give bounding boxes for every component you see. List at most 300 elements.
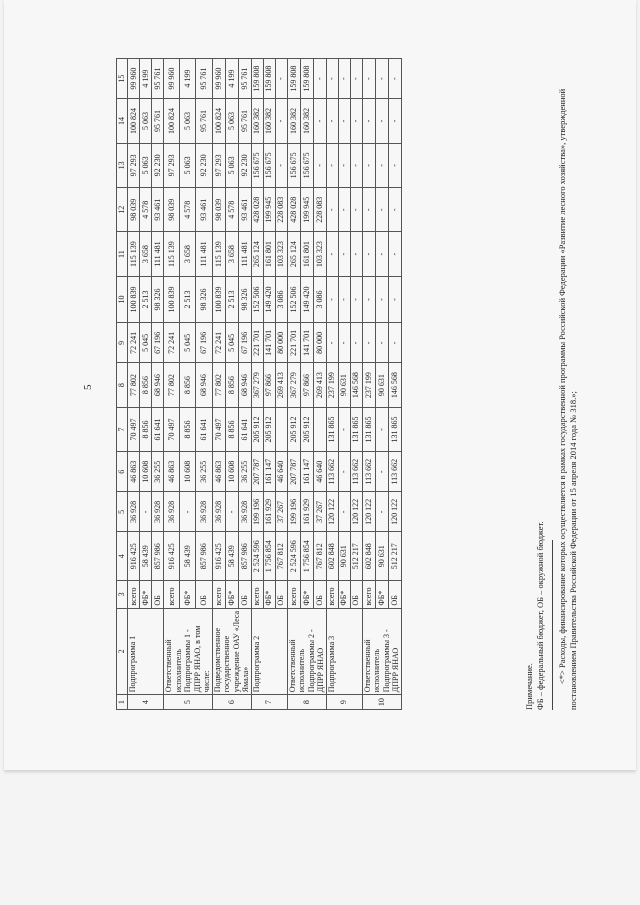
col-header: 4 [117,532,128,581]
amount-cell: 90 631 [338,532,350,581]
amount-cell: 10 608 [180,452,196,492]
amount-cell: 68 946 [238,363,251,407]
amount-cell: 156 675 [251,143,263,187]
amount-cell: - [388,232,401,276]
amount-cell: - [388,143,401,187]
funding-source: всего [128,581,140,608]
amount-cell: 100 839 [128,276,140,322]
amount-cell: 221 701 [287,323,300,363]
notes-abbreviations: ФБ – федеральный бюджет, ОБ – окружной бюджет. [535,521,545,710]
amount-cell: - [326,276,338,322]
amount-cell: 237 199 [362,363,375,407]
amount-cell: 90 631 [375,363,388,407]
row-number: 5 [164,695,213,710]
amount-cell: 5 063 [225,99,238,143]
amount-cell: - [375,323,388,363]
amount-cell: 228 083 [275,188,287,232]
amount-cell: 2 513 [225,276,238,322]
amount-cell: 111 481 [238,232,251,276]
amount-cell: 120 122 [388,492,401,532]
amount-cell: - [388,188,401,232]
row-number: 10 [362,695,401,710]
amount-cell: 98 326 [238,276,251,322]
amount-cell: 146 568 [388,363,401,407]
amount-cell: 68 946 [152,363,164,407]
amount-cell: 100 824 [164,99,180,143]
amount-cell: 161 801 [263,232,275,276]
table-row [251,59,263,710]
amount-cell: 99 960 [212,59,225,99]
funding-source: всего [362,581,375,608]
amount-cell: 8 856 [180,407,196,451]
amount-cell: 36 255 [238,452,251,492]
amount-cell: 207 787 [251,452,263,492]
amount-cell: 111 481 [152,232,164,276]
amount-cell: 367 279 [287,363,300,407]
amount-cell: 99 960 [164,59,180,99]
amount-cell: 916 425 [128,532,140,581]
amount-cell: 4 199 [225,59,238,99]
amount-cell: 10 608 [140,452,152,492]
amount-cell: - [338,276,350,322]
amount-cell: 199 945 [263,188,275,232]
amount-cell: 100 839 [212,276,225,322]
funding-source: ОБ [350,581,362,608]
amount-cell: 97 293 [164,143,180,187]
funding-source: ФБ* [140,581,152,608]
amount-cell: 8 856 [140,363,152,407]
amount-cell: - [362,188,375,232]
amount-cell: - [313,143,326,187]
col-header: 12 [117,188,128,232]
amount-cell: 98 326 [196,276,212,322]
amount-cell: 916 425 [164,532,180,581]
amount-cell: - [350,323,362,363]
amount-cell: 100 839 [164,276,180,322]
amount-cell: 37 267 [275,492,287,532]
amount-cell: 199 196 [251,492,263,532]
amount-cell: 90 631 [338,363,350,407]
amount-cell: - [275,143,287,187]
amount-cell: - [313,59,326,99]
table-row [212,59,225,710]
amount-cell: 97 293 [128,143,140,187]
amount-cell: 149 420 [263,276,275,322]
amount-cell: 77 802 [128,363,140,407]
amount-cell: 3 658 [180,232,196,276]
amount-cell: 857 986 [152,532,164,581]
amount-cell: 4 199 [140,59,152,99]
amount-cell: - [375,492,388,532]
amount-cell: - [326,99,338,143]
amount-cell: 131 865 [362,407,375,451]
notes-title: Примечание. [524,663,534,710]
amount-cell: 3 658 [225,232,238,276]
amount-cell: 70 497 [164,407,180,451]
amount-cell: 131 865 [350,407,362,451]
amount-cell: 2 524 596 [287,532,300,581]
table-row [128,59,140,710]
amount-cell: - [326,143,338,187]
amount-cell: 37 267 [313,492,326,532]
amount-cell: 2 524 596 [251,532,263,581]
amount-cell: - [388,59,401,99]
amount-cell: - [326,232,338,276]
amount-cell: - [338,188,350,232]
amount-cell: 98 039 [164,188,180,232]
amount-cell: - [338,232,350,276]
amount-cell: 160 382 [287,99,300,143]
amount-cell: - [338,452,350,492]
amount-cell: 70 497 [212,407,225,451]
amount-cell: - [326,59,338,99]
amount-cell: - [350,188,362,232]
amount-cell: 602 848 [326,532,338,581]
amount-cell: 120 122 [350,492,362,532]
funding-source: ОБ [388,581,401,608]
amount-cell: 5 063 [180,99,196,143]
amount-cell: 120 122 [326,492,338,532]
amount-cell: 95 761 [152,59,164,99]
amount-cell: - [362,232,375,276]
amount-cell: - [338,99,350,143]
amount-cell: - [375,143,388,187]
program-name: Подпрограмма 3 [326,608,362,695]
amount-cell: 265 124 [287,232,300,276]
amount-cell: 115 139 [212,232,225,276]
amount-cell: 97 866 [300,363,313,407]
table-row [362,59,375,710]
amount-cell: 36 928 [164,492,180,532]
amount-cell: - [375,276,388,322]
col-header: 10 [117,276,128,322]
amount-cell: 237 199 [326,363,338,407]
amount-cell: 46 863 [128,452,140,492]
amount-cell: 428 028 [287,188,300,232]
amount-cell: 67 196 [196,323,212,363]
program-name: Ответственный исполнитель Подпрограммы 2 - ДПРР ЯНАО [287,608,326,695]
amount-cell: 100 824 [128,99,140,143]
amount-cell: 199 945 [300,188,313,232]
amount-cell: 5 063 [140,143,152,187]
amount-cell: 113 662 [388,452,401,492]
amount-cell: 161 929 [263,492,275,532]
amount-cell: - [375,232,388,276]
amount-cell: 113 662 [326,452,338,492]
footnote-text-2: постановлением Правительства Российской Федерации от 15 апреля 2014 года № 318.»; [568,391,578,710]
program-name: Подпрограмма 1 [128,608,164,695]
amount-cell: 67 196 [152,323,164,363]
amount-cell: 3 658 [140,232,152,276]
row-number: 9 [326,695,362,710]
amount-cell: 36 928 [152,492,164,532]
amount-cell: 8 856 [180,363,196,407]
notes-block [524,60,579,710]
footnote-rule [552,540,553,710]
amount-cell: - [375,188,388,232]
amount-cell [275,407,287,451]
funding-source: ФБ* [180,581,196,608]
amount-cell: - [140,492,152,532]
amount-cell: - [362,59,375,99]
amount-cell: 36 255 [196,452,212,492]
amount-cell [313,407,326,451]
amount-cell: 98 039 [128,188,140,232]
amount-cell: - [375,59,388,99]
amount-cell: 103 323 [275,232,287,276]
amount-cell: - [275,59,287,99]
amount-cell: 113 662 [362,452,375,492]
amount-cell: 161 147 [263,452,275,492]
amount-cell: 149 420 [300,276,313,322]
amount-cell: 156 675 [287,143,300,187]
amount-cell: 4 578 [180,188,196,232]
amount-cell: 5 063 [140,99,152,143]
amount-cell: 61 641 [196,407,212,451]
amount-cell: 207 787 [287,452,300,492]
amount-cell: 160 382 [263,99,275,143]
amount-cell: 159 808 [300,59,313,99]
table-row [287,59,300,710]
funding-source: ФБ* [225,581,238,608]
amount-cell: - [362,143,375,187]
amount-cell: 10 608 [225,452,238,492]
amount-cell: 93 461 [238,188,251,232]
amount-cell: 72 241 [212,323,225,363]
amount-cell: 428 028 [251,188,263,232]
amount-cell: 72 241 [128,323,140,363]
amount-cell: 159 808 [263,59,275,99]
amount-cell: 265 124 [251,232,263,276]
funding-source: ФБ* [375,581,388,608]
program-name: Подпрограмма 2 [251,608,287,695]
amount-cell: 61 641 [238,407,251,451]
amount-cell: 141 701 [300,323,313,363]
program-name: Подведомственное государственное учреждение ОАУ «Леса Ямала» [212,608,251,695]
column-number-row [117,59,128,710]
amount-cell: - [338,143,350,187]
amount-cell: 156 675 [300,143,313,187]
table-row [164,59,180,710]
amount-cell: 8 856 [225,363,238,407]
amount-cell: 58 439 [140,532,152,581]
col-header: 15 [117,59,128,99]
amount-cell: - [350,232,362,276]
amount-cell: 70 497 [128,407,140,451]
amount-cell: 93 461 [152,188,164,232]
amount-cell: 5 063 [180,143,196,187]
col-header: 2 [117,608,128,695]
amount-cell: 61 641 [152,407,164,451]
amount-cell: - [350,59,362,99]
amount-cell: 58 439 [225,532,238,581]
amount-cell: 602 848 [362,532,375,581]
amount-cell: - [388,99,401,143]
amount-cell: - [362,276,375,322]
amount-cell: 80 000 [275,323,287,363]
amount-cell: 77 802 [212,363,225,407]
amount-cell: 8 856 [225,407,238,451]
amount-cell: 92 230 [152,143,164,187]
amount-cell: 111 481 [196,232,212,276]
amount-cell: 131 865 [326,407,338,451]
amount-cell: 160 382 [300,99,313,143]
col-header: 13 [117,143,128,187]
amount-cell: 46 640 [313,452,326,492]
amount-cell: 141 701 [263,323,275,363]
amount-cell: 97 866 [263,363,275,407]
amount-cell: 5 045 [180,323,196,363]
funding-source: всего [251,581,263,608]
amount-cell: 100 824 [212,99,225,143]
amount-cell: - [326,323,338,363]
amount-cell: 205 912 [287,407,300,451]
amount-cell: 2 513 [180,276,196,322]
amount-cell: 857 986 [238,532,251,581]
amount-cell: 152 506 [251,276,263,322]
amount-cell: - [375,407,388,451]
amount-cell: 3 086 [275,276,287,322]
program-name: Ответственный исполнитель Подпрограммы 1 - ДПРР ЯНАО, в том числе: [164,608,213,695]
amount-cell: 115 139 [128,232,140,276]
scanned-page [4,0,636,771]
rotated-page-content [4,0,636,770]
row-number: 6 [212,695,251,710]
amount-cell: 146 568 [350,363,362,407]
amount-cell: - [350,276,362,322]
funding-source: ОБ [196,581,212,608]
amount-cell: 36 928 [128,492,140,532]
amount-cell: 36 928 [212,492,225,532]
amount-cell: 161 147 [300,452,313,492]
amount-cell: - [180,492,196,532]
amount-cell: 80 000 [313,323,326,363]
col-header: 9 [117,323,128,363]
amount-cell: - [326,188,338,232]
amount-cell: - [225,492,238,532]
amount-cell: 95 761 [152,99,164,143]
amount-cell: 161 929 [300,492,313,532]
amount-cell: 160 382 [251,99,263,143]
amount-cell: 46 863 [212,452,225,492]
amount-cell: 4 199 [180,59,196,99]
amount-cell: - [275,99,287,143]
funding-source: всего [212,581,225,608]
amount-cell: 58 439 [180,532,196,581]
amount-cell: 95 761 [196,59,212,99]
amount-cell: - [313,99,326,143]
amount-cell: 367 279 [251,363,263,407]
amount-cell: 916 425 [212,532,225,581]
amount-cell: - [338,492,350,532]
amount-cell: 221 701 [251,323,263,363]
amount-cell: 46 640 [275,452,287,492]
amount-cell: 92 230 [196,143,212,187]
amount-cell: - [338,59,350,99]
amount-cell: 857 986 [196,532,212,581]
funding-source: ОБ [313,581,326,608]
col-header: 5 [117,492,128,532]
amount-cell: 36 928 [238,492,251,532]
amount-cell: 90 631 [375,532,388,581]
amount-cell: 159 808 [287,59,300,99]
footnote-text-1: <*> Расходы, финансирование которых осуществляется в рамках государственной программы Российской Федерации «Развитие лесного хозяйства», утвержденной [557,88,567,684]
amount-cell: 103 323 [313,232,326,276]
amount-cell: 95 761 [238,59,251,99]
amount-cell: 5 063 [225,143,238,187]
amount-cell: 95 761 [196,99,212,143]
amount-cell: 92 230 [238,143,251,187]
amount-cell: 5 045 [225,323,238,363]
row-number: 8 [287,695,326,710]
amount-cell: 199 196 [287,492,300,532]
amount-cell: 205 912 [251,407,263,451]
amount-cell: 205 912 [300,407,313,451]
amount-cell: - [375,452,388,492]
amount-cell: - [362,323,375,363]
amount-cell: 36 255 [152,452,164,492]
amount-cell: 152 506 [287,276,300,322]
amount-cell: - [375,99,388,143]
amount-cell: 115 139 [164,232,180,276]
col-header: 14 [117,99,128,143]
amount-cell: 4 578 [225,188,238,232]
funding-source: ОБ [152,581,164,608]
budget-table [116,58,402,710]
table-body [128,59,402,710]
funding-source: всего [164,581,180,608]
amount-cell: 67 196 [238,323,251,363]
amount-cell: 1 756 854 [263,532,275,581]
amount-cell: 8 856 [140,407,152,451]
amount-cell: 3 086 [313,276,326,322]
funding-source: ФБ* [300,581,313,608]
col-header: 8 [117,363,128,407]
funding-source: всего [326,581,338,608]
amount-cell: 99 960 [128,59,140,99]
col-header: 6 [117,452,128,492]
amount-cell: 72 241 [164,323,180,363]
funding-source: ОБ [275,581,287,608]
amount-cell: 93 461 [196,188,212,232]
table-row [326,59,338,710]
amount-cell: 228 083 [313,188,326,232]
amount-cell: 512 217 [388,532,401,581]
col-header: 11 [117,232,128,276]
amount-cell: 767 812 [275,532,287,581]
amount-cell: 46 863 [164,452,180,492]
amount-cell: - [350,143,362,187]
col-header: 3 [117,581,128,608]
amount-cell: - [362,99,375,143]
funding-source: ФБ* [338,581,350,608]
amount-cell: - [338,323,350,363]
amount-cell: 159 808 [251,59,263,99]
amount-cell: - [350,99,362,143]
amount-cell: 77 802 [164,363,180,407]
row-number: 4 [128,695,164,710]
amount-cell: 95 761 [238,99,251,143]
amount-cell: 1 756 854 [300,532,313,581]
amount-cell: 5 045 [140,323,152,363]
amount-cell: 512 217 [350,532,362,581]
funding-source: всего [287,581,300,608]
program-name: Ответственный исполнитель Подпрограммы 3 - ДПРР ЯНАО [362,608,401,695]
amount-cell: - [388,323,401,363]
col-header: 1 [117,695,128,710]
row-number: 7 [251,695,287,710]
amount-cell: 120 122 [362,492,375,532]
